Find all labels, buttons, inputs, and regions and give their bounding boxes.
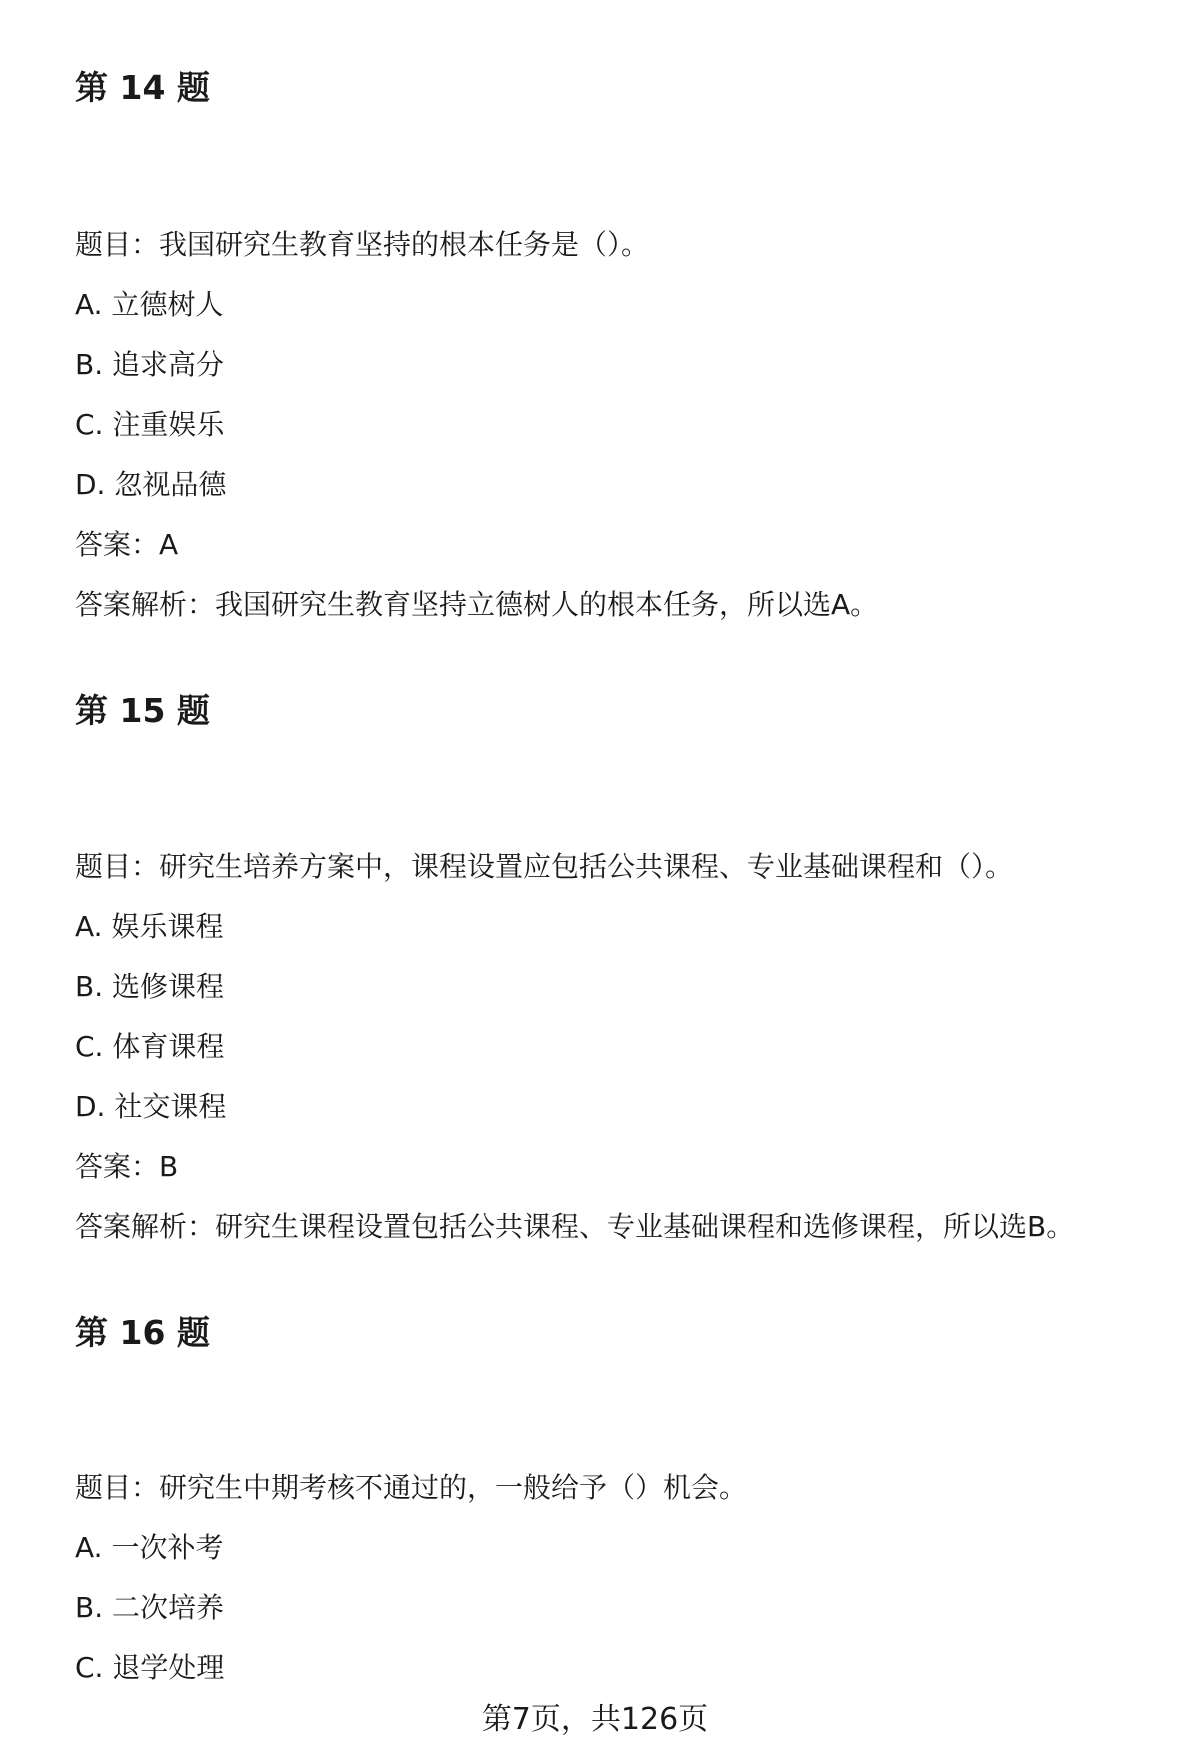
page-number-footer: 第7页，共126页 xyxy=(481,1702,709,1737)
option-a: A. 一次补考 xyxy=(75,1531,224,1564)
option-b: B. 追求高分 xyxy=(75,348,225,381)
option-a: A. 立德树人 xyxy=(75,288,224,321)
option-d: D. 忽视品德 xyxy=(75,468,227,501)
option-d: D. 社交课程 xyxy=(75,1090,227,1123)
question-stem: 题目：研究生培养方案中，课程设置应包括公共课程、专业基础课程和（）。 xyxy=(75,850,1014,883)
option-b: B. 二次培养 xyxy=(75,1591,225,1624)
option-a: A. 娱乐课程 xyxy=(75,910,224,943)
answer: 答案：A xyxy=(75,528,179,561)
question-heading: 第 14 题 xyxy=(75,68,210,107)
option-b: B. 选修课程 xyxy=(75,970,225,1003)
option-c: C. 退学处理 xyxy=(75,1651,225,1684)
question-heading: 第 16 题 xyxy=(75,1313,210,1352)
option-c: C. 体育课程 xyxy=(75,1030,225,1063)
answer: 答案：B xyxy=(75,1150,179,1183)
option-c: C. 注重娱乐 xyxy=(75,408,225,441)
answer-analysis: 答案解析：研究生课程设置包括公共课程、专业基础课程和选修课程，所以选B。 xyxy=(75,1210,1075,1243)
question-heading: 第 15 题 xyxy=(75,691,210,730)
question-stem: 题目：研究生中期考核不通过的，一般给予（）机会。 xyxy=(75,1471,748,1504)
question-stem: 题目：我国研究生教育坚持的根本任务是（）。 xyxy=(75,228,650,261)
answer-analysis: 答案解析：我国研究生教育坚持立德树人的根本任务，所以选A。 xyxy=(75,588,879,621)
